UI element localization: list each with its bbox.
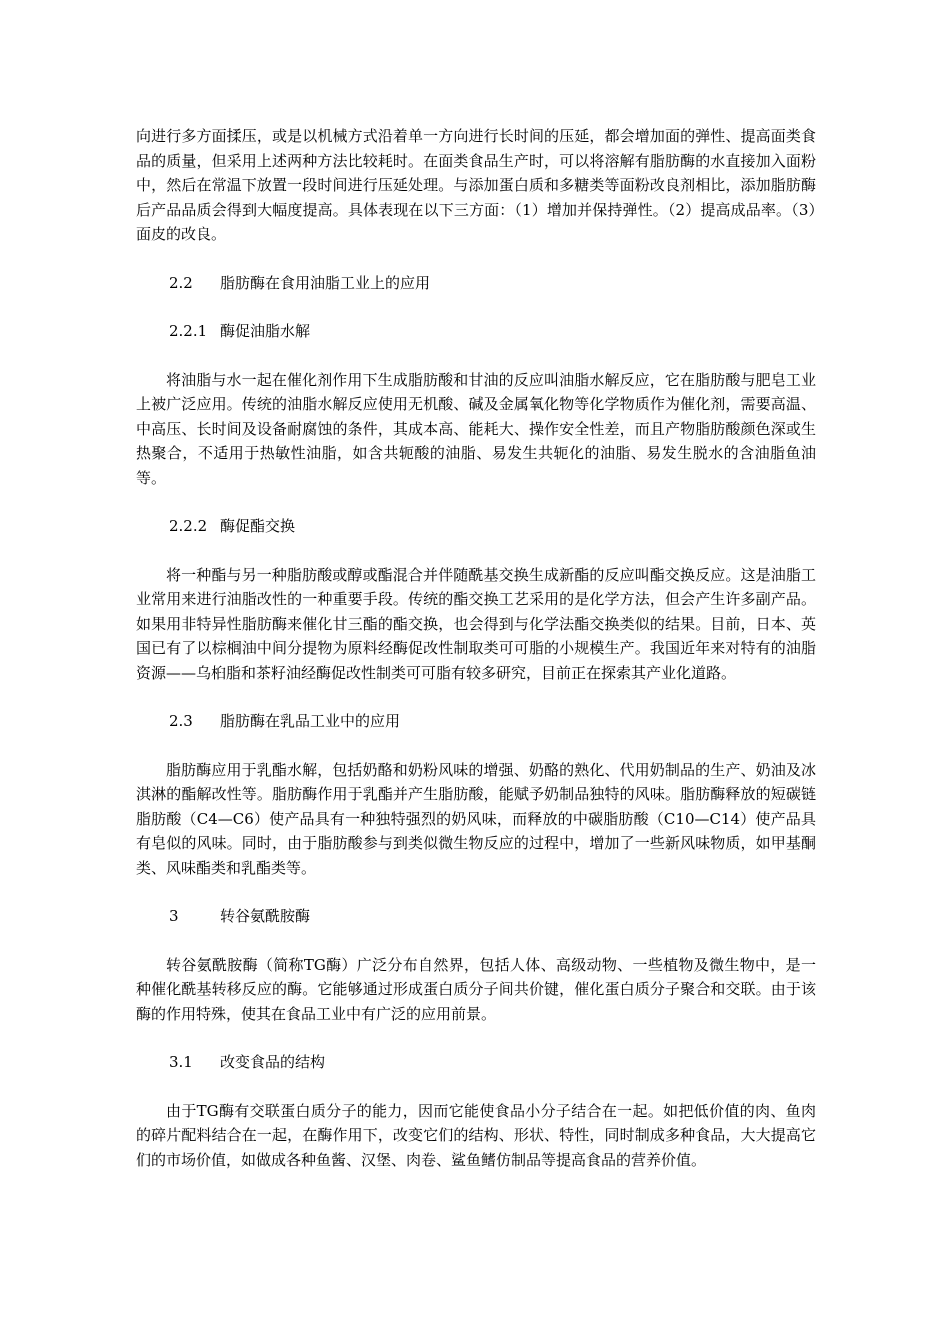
section-heading-3 bbox=[136, 904, 816, 929]
spacer bbox=[136, 929, 816, 953]
section-number: 2.2 bbox=[169, 273, 193, 292]
paragraph-3: 转谷氨酰胺酶（简称TG酶）广泛分布自然界，包括人体、高级动物、一些植物及微生物中，是一种催化酰基转移反应的酶。它能够通过形成蛋白质分子间共价键，催化蛋白质分子聚合和交联。由于该酶的作用特殊，使其在食品工业中有广泛的应用前景。 bbox=[136, 955, 816, 1023]
section-heading-2-2 bbox=[136, 271, 816, 296]
section-heading-2-3 bbox=[136, 709, 816, 734]
paragraph-2-2-1: 将油脂与水一起在催化剂作用下生成脂肪酸和甘油的反应叫油脂水解反应，它在脂肪酸与肥皂工业上被广泛应用。传统的油脂水解反应使用无机酸、碱及金属氧化物等化学物质作为催化剂，需要高温、中高压、长时间及设备耐腐蚀的条件，其成本高、能耗大、操作安全性差，而且产物脂肪酸颜色深或生热聚合，不适用于热敏性油脂，如含共轭酸的油脂、易发生共轭化的油脂、易发生脱水的含油脂鱼油等。 bbox=[136, 370, 816, 487]
spacer bbox=[136, 539, 816, 563]
spacer bbox=[136, 1075, 816, 1099]
section-heading-2-2-1 bbox=[136, 319, 816, 344]
section-number: 3 bbox=[169, 907, 179, 925]
section-title: 转谷氨酰胺酶 bbox=[220, 907, 311, 925]
section-title: 酶促酯交换 bbox=[220, 517, 296, 535]
spacer bbox=[136, 295, 816, 319]
paragraph-2-2-2: 将一种酯与另一种脂肪酸或醇或酯混合并伴随酰基交换生成新酯的反应叫酯交换反应。这是油脂工业常用来进行油脂改性的一种重要手段。传统的酯交换工艺采用的是化学方法，但会产生许多副产品。如果用非特异性脂肪酶来催化甘三酯的酯交换，也会得到与化学法酯交换类似的结果。目前，日本、英国已有了以棕榈油中间分提物为原料经酶促改性制取类可可脂的小规模生产。我国近年来对特有的油脂资源——乌桕脂和茶籽油经酶促改性制类可可脂有较多研究，目前正在探索其产业化道路。 bbox=[136, 565, 816, 682]
section-title: 脂肪酶在乳品工业中的应用 bbox=[220, 712, 401, 730]
spacer bbox=[136, 734, 816, 758]
spacer bbox=[136, 685, 816, 709]
section-number: 2.2.2 bbox=[169, 517, 208, 535]
section-number: 2.2.1 bbox=[169, 322, 208, 340]
spacer bbox=[136, 344, 816, 368]
section-title: 酶促油脂水解 bbox=[220, 322, 311, 340]
section-title: 脂肪酶在食用油脂工业上的应用 bbox=[220, 273, 431, 292]
section-number: 3.1 bbox=[169, 1053, 193, 1071]
paragraph-3-1: 由于TG酶有交联蛋白质分子的能力，因而它能使食品小分子结合在一起。如把低价值的肉、鱼肉的碎片配料结合在一起，在酶作用下，改变它们的结构、形状、特性，同时制成多种食品，大大提高它们的市场价值，如做成各种鱼酱、汉堡、肉卷、鲨鱼鳍仿制品等提高食品的营养价值。 bbox=[136, 1101, 816, 1169]
spacer bbox=[136, 880, 816, 904]
section-number: 2.3 bbox=[169, 712, 193, 730]
spacer bbox=[136, 1026, 816, 1050]
paragraph-intro: 向进行多方面揉压，或是以机械方式沿着单一方向进行长时间的压延，都会增加面的弹性、提高面类食品的质量，但采用上述两种方法比较耗时。在面类食品生产时，可以将溶解有脂肪酶的水直接加入面粉中，然后在常温下放置一段时间进行压延处理。与添加蛋白质和多糖类等面粉改良剂相比，添加脂肪酶后产品品质会得到大幅度提高。具体表现在以下三方面：（1）增加并保持弹性。（2）提高成品率。（3）面皮的改良。 bbox=[136, 127, 816, 243]
document-page bbox=[136, 124, 816, 1172]
spacer bbox=[136, 247, 816, 271]
section-title: 改变食品的结构 bbox=[220, 1053, 326, 1071]
paragraph-2-3: 脂肪酶应用于乳酯水解，包括奶酪和奶粉风味的增强、奶酪的熟化、代用奶制品的生产、奶油及冰淇淋的酯解改性等。脂肪酶作用于乳酯并产生脂肪酸，能赋予奶制品独特的风味。脂肪酶释放的短碳链脂肪酸（C4—C6）使产品具有一种独特强烈的奶风味，而释放的中碳脂肪酸（C10—C14）使产品具有皂似的风味。同时，由于脂肪酸参与到类似微生物反应的过程中，增加了一些新风味物质，如甲基酮类、风味酯类和乳酯类等。 bbox=[136, 760, 816, 877]
spacer bbox=[136, 490, 816, 514]
section-heading-2-2-2 bbox=[136, 514, 816, 539]
section-heading-3-1 bbox=[136, 1050, 816, 1075]
